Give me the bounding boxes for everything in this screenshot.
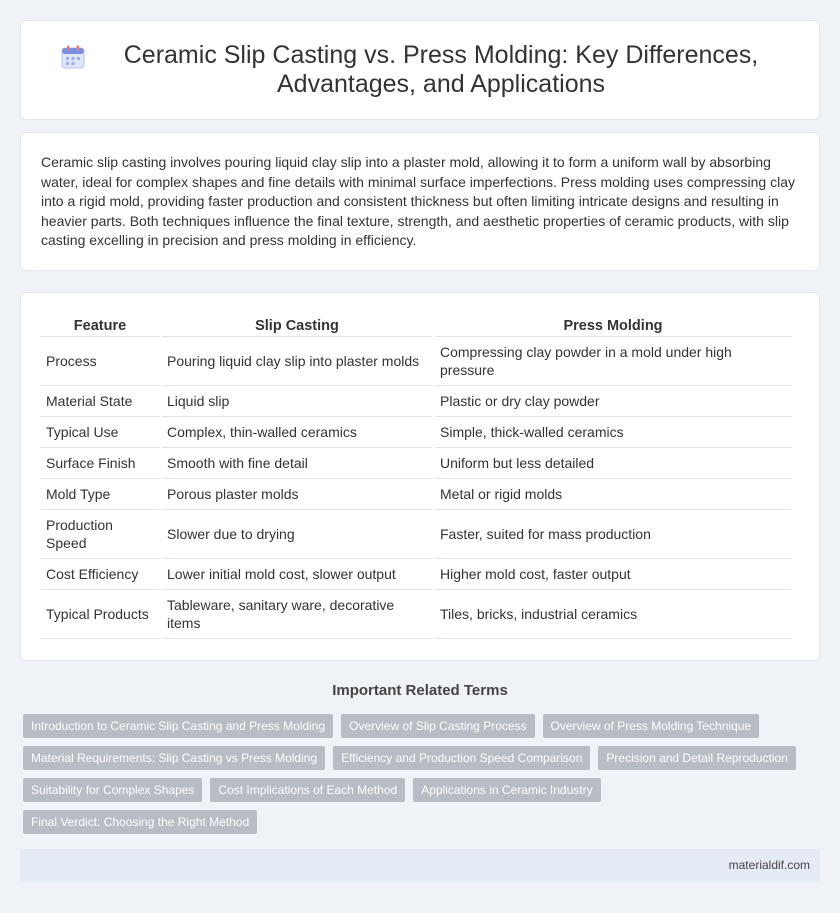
press-molding-cell: Tiles, bricks, industrial ceramics (435, 590, 791, 639)
header-slip-casting: Slip Casting (162, 315, 432, 337)
table-header-row (41, 315, 791, 337)
table-row (41, 559, 791, 590)
table-row (41, 590, 791, 639)
slip-casting-cell: Slower due to drying (162, 510, 432, 559)
footer-site-link[interactable]: materialdif.com (728, 858, 810, 872)
related-terms-title: Important Related Terms (332, 682, 508, 699)
slip-casting-cell: Lower initial mold cost, slower output (162, 559, 432, 590)
feature-cell: Material State (41, 386, 159, 417)
related-terms-list (23, 714, 813, 842)
header-press-molding: Press Molding (435, 315, 791, 337)
related-term-tag[interactable]: Suitability for Complex Shapes (23, 778, 202, 802)
related-term-tag[interactable]: Final Verdict: Choosing the Right Method (23, 810, 257, 834)
title-wrap (21, 41, 819, 99)
feature-cell: Process (41, 337, 159, 386)
comparison-card (20, 292, 820, 661)
related-term-tag[interactable]: Introduction to Ceramic Slip Casting and Press Molding (23, 714, 333, 738)
slip-casting-cell: Porous plaster molds (162, 479, 432, 510)
press-molding-cell: Uniform but less detailed (435, 448, 791, 479)
press-molding-cell: Metal or rigid molds (435, 479, 791, 510)
header-feature: Feature (41, 315, 159, 337)
press-molding-cell: Plastic or dry clay powder (435, 386, 791, 417)
related-term-tag[interactable]: Precision and Detail Reproduction (598, 746, 795, 770)
table-row (41, 386, 791, 417)
table-row (41, 417, 791, 448)
table-row (41, 510, 791, 559)
related-term-tag[interactable]: Efficiency and Production Speed Comparison (333, 746, 590, 770)
press-molding-cell: Simple, thick-walled ceramics (435, 417, 791, 448)
press-molding-cell: Faster, suited for mass production (435, 510, 791, 559)
calendar-icon (61, 45, 85, 69)
table-row (41, 337, 791, 386)
intro-card (20, 132, 820, 271)
slip-casting-cell: Tableware, sanitary ware, decorative items (162, 590, 432, 639)
table-row (41, 479, 791, 510)
slip-casting-cell: Complex, thin-walled ceramics (162, 417, 432, 448)
feature-cell: Surface Finish (41, 448, 159, 479)
related-term-tag[interactable]: Cost Implications of Each Method (210, 778, 405, 802)
related-term-tag[interactable]: Overview of Press Molding Technique (543, 714, 760, 738)
related-term-tag[interactable]: Overview of Slip Casting Process (341, 714, 534, 738)
related-term-tag[interactable]: Material Requirements: Slip Casting vs Press Molding (23, 746, 325, 770)
comparison-table (38, 315, 794, 639)
slip-casting-cell: Liquid slip (162, 386, 432, 417)
slip-casting-cell: Pouring liquid clay slip into plaster molds (162, 337, 432, 386)
feature-cell: Cost Efficiency (41, 559, 159, 590)
related-term-tag[interactable]: Applications in Ceramic Industry (413, 778, 600, 802)
press-molding-cell: Higher mold cost, faster output (435, 559, 791, 590)
footer (20, 849, 820, 882)
press-molding-cell: Compressing clay powder in a mold under high pressure (435, 337, 791, 386)
feature-cell: Production Speed (41, 510, 159, 559)
feature-cell: Typical Products (41, 590, 159, 639)
feature-cell: Mold Type (41, 479, 159, 510)
page-title: Ceramic Slip Casting vs. Press Molding: Key Differences, Advantages, and Applications (123, 41, 759, 98)
intro-paragraph: Ceramic slip casting involves pouring liquid clay slip into a plaster mold, allowing it to form a uniform wall by absorbing water, ideal for complex shapes and fine details with minimal surface imperfections. Press molding uses compressing clay into a rigid mold, providing faster production and consistent thickness but often limiting intricate designs and resulting in heavier parts. Both techniques influence the final texture, strength, and aesthetic properties of ceramic products, with slip casting excelling in precision and press molding in efficiency. (41, 154, 796, 248)
table-row (41, 448, 791, 479)
slip-casting-cell: Smooth with fine detail (162, 448, 432, 479)
title-card (20, 20, 820, 120)
feature-cell: Typical Use (41, 417, 159, 448)
